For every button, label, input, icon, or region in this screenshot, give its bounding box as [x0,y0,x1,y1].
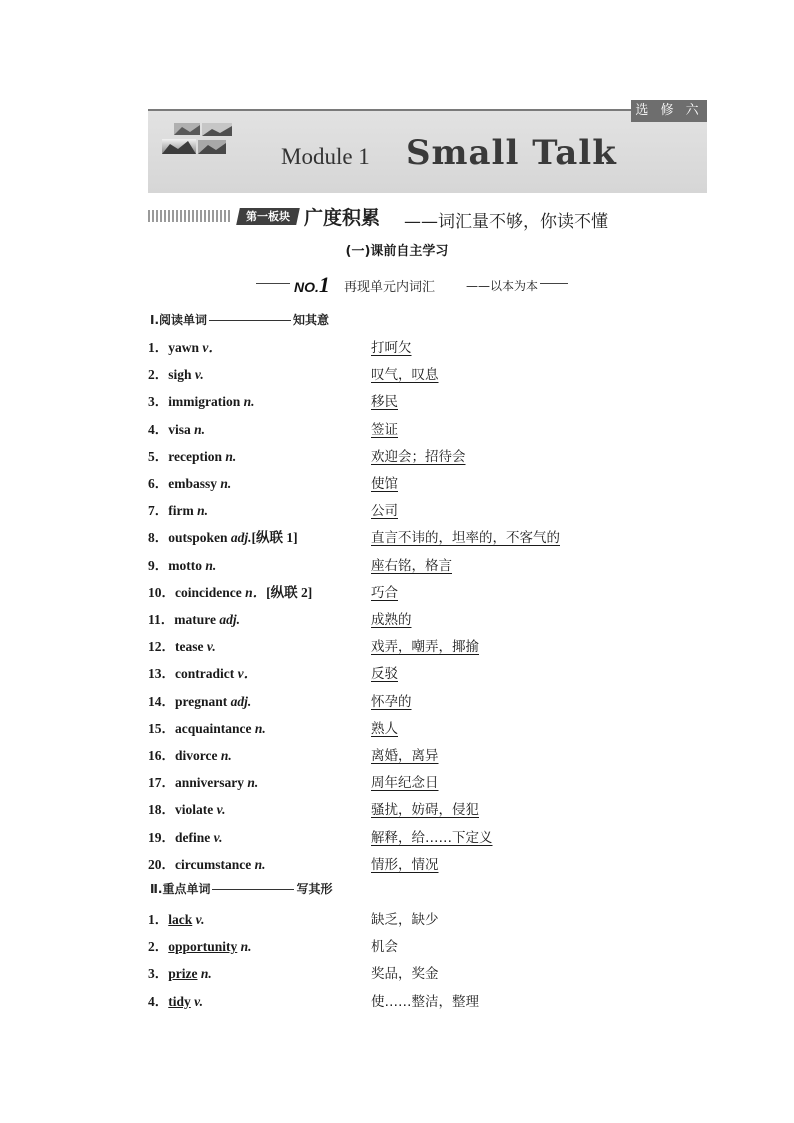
list-item [148,662,708,682]
word-term: 13．contradict v． [148,666,258,682]
list-item [148,935,708,955]
word-definition: 解释，给……下定义 [371,829,493,846]
word-term: 2．sigh v. [148,367,204,383]
word-term: 9．motto n. [148,557,217,573]
list-item [148,744,708,764]
word-term: 3．prize n. [148,966,212,982]
word-definition: 成熟的 [371,612,412,628]
list-item [148,853,708,873]
word-term: 20．circumstance n. [148,856,266,872]
word-term: 12．tease v. [148,639,216,655]
list-item [148,526,708,546]
list-item [148,608,708,628]
list-item [148,554,708,574]
word-definition: 座右铭，格言 [371,557,452,574]
word-definition: 签证 [371,421,398,438]
word-definition: 情形，情况 [371,856,439,873]
word-definition: 怀孕的 [371,693,412,710]
word-definition: 周年纪念日 [371,775,439,792]
list-item [148,581,708,601]
list-item [148,962,708,982]
word-definition: 移民 [371,394,398,411]
word-definition: 熟人 [371,720,398,737]
word-definition: 反驳 [371,666,398,683]
list-item [148,771,708,791]
left-rule [256,283,290,284]
word-term: 18．violate v. [148,802,226,818]
list-item [148,418,708,438]
no-title: 再现单元内词汇 [344,280,436,295]
list-item [148,336,708,356]
section-title: 广度积累 [304,207,381,229]
volume-tag: 选 修 六 [631,100,707,122]
list-item [148,445,708,465]
word-term: 4．tidy v. [148,993,204,1009]
word-definition: 使馆 [371,476,398,492]
word-definition: 打呵欠 [371,340,412,356]
list-item [148,363,708,383]
no-line-heading [256,272,568,296]
word-definition: 骚扰，妨碍，侵犯 [371,802,479,819]
word-definition: 巧合 [371,584,398,601]
list-item [148,472,708,492]
word-definition: 直言不讳的，坦率的，不客气的 [371,530,560,547]
no-subtitle: ——以本为本 [466,279,539,293]
list-item [148,826,708,846]
word-term: 8．outspoken adj.[纵联 1] [148,530,298,546]
list-item [148,690,708,710]
no-badge: NO.1 [294,272,330,297]
module-label: Module 1 [281,144,370,169]
word-definition: 戏弄，嘲弄，揶揄 [371,639,479,656]
word-definition: 叹气，叹息 [371,367,439,384]
word-definition: 使……整洁，整理 [371,993,479,1010]
sub-heading: (一)课前自主学习 [345,244,449,259]
word-term: 14．pregnant adj. [148,693,252,709]
module-title: Small Talk [406,133,617,173]
word-term: 4．visa n. [148,421,206,437]
block-badge: 第一板块 [236,208,300,225]
right-rule [540,283,568,284]
list-item [148,717,708,737]
section-header [148,203,708,232]
word-definition: 机会 [371,939,398,956]
word-term: 2．opportunity n. [148,939,252,955]
module-banner [148,103,707,193]
word-term: 7．firm n. [148,503,208,519]
section-subtitle: ——词汇量不够，你读不懂 [404,212,608,232]
word-term: 5．reception n. [148,448,237,464]
list-item [148,390,708,410]
list-item [148,499,708,519]
word-term: 1．yawn v． [148,340,222,355]
word-term: 10．coincidence n．[纵联 2] [148,584,313,600]
list-item [148,908,708,928]
word-term: 15．acquaintance n. [148,720,266,736]
word-term: 16．divorce n. [148,748,232,763]
list-item [148,798,708,818]
word-definition: 缺乏，缺少 [371,912,439,928]
word-term: 3．immigration n. [148,394,255,410]
word-term: 6．embassy n. [148,476,232,491]
word-term: 11．mature adj. [148,612,241,627]
part1-heading: Ⅰ.阅读单词 知其意 [150,313,330,327]
list-item [148,990,708,1010]
hatch-decoration [148,210,232,222]
word-term: 17．anniversary n. [148,775,259,791]
word-definition: 离婚，离异 [371,748,439,764]
landscape-photos-icon [156,121,252,161]
part2-heading: Ⅱ.重点单词 写其形 [150,882,333,896]
word-term: 1．lack v. [148,912,205,927]
word-definition: 奖品，奖金 [371,966,439,983]
list-item [148,635,708,655]
word-term: 19．define v. [148,829,223,845]
word-definition: 公司 [371,503,398,520]
word-definition: 欢迎会；招待会 [371,448,466,465]
